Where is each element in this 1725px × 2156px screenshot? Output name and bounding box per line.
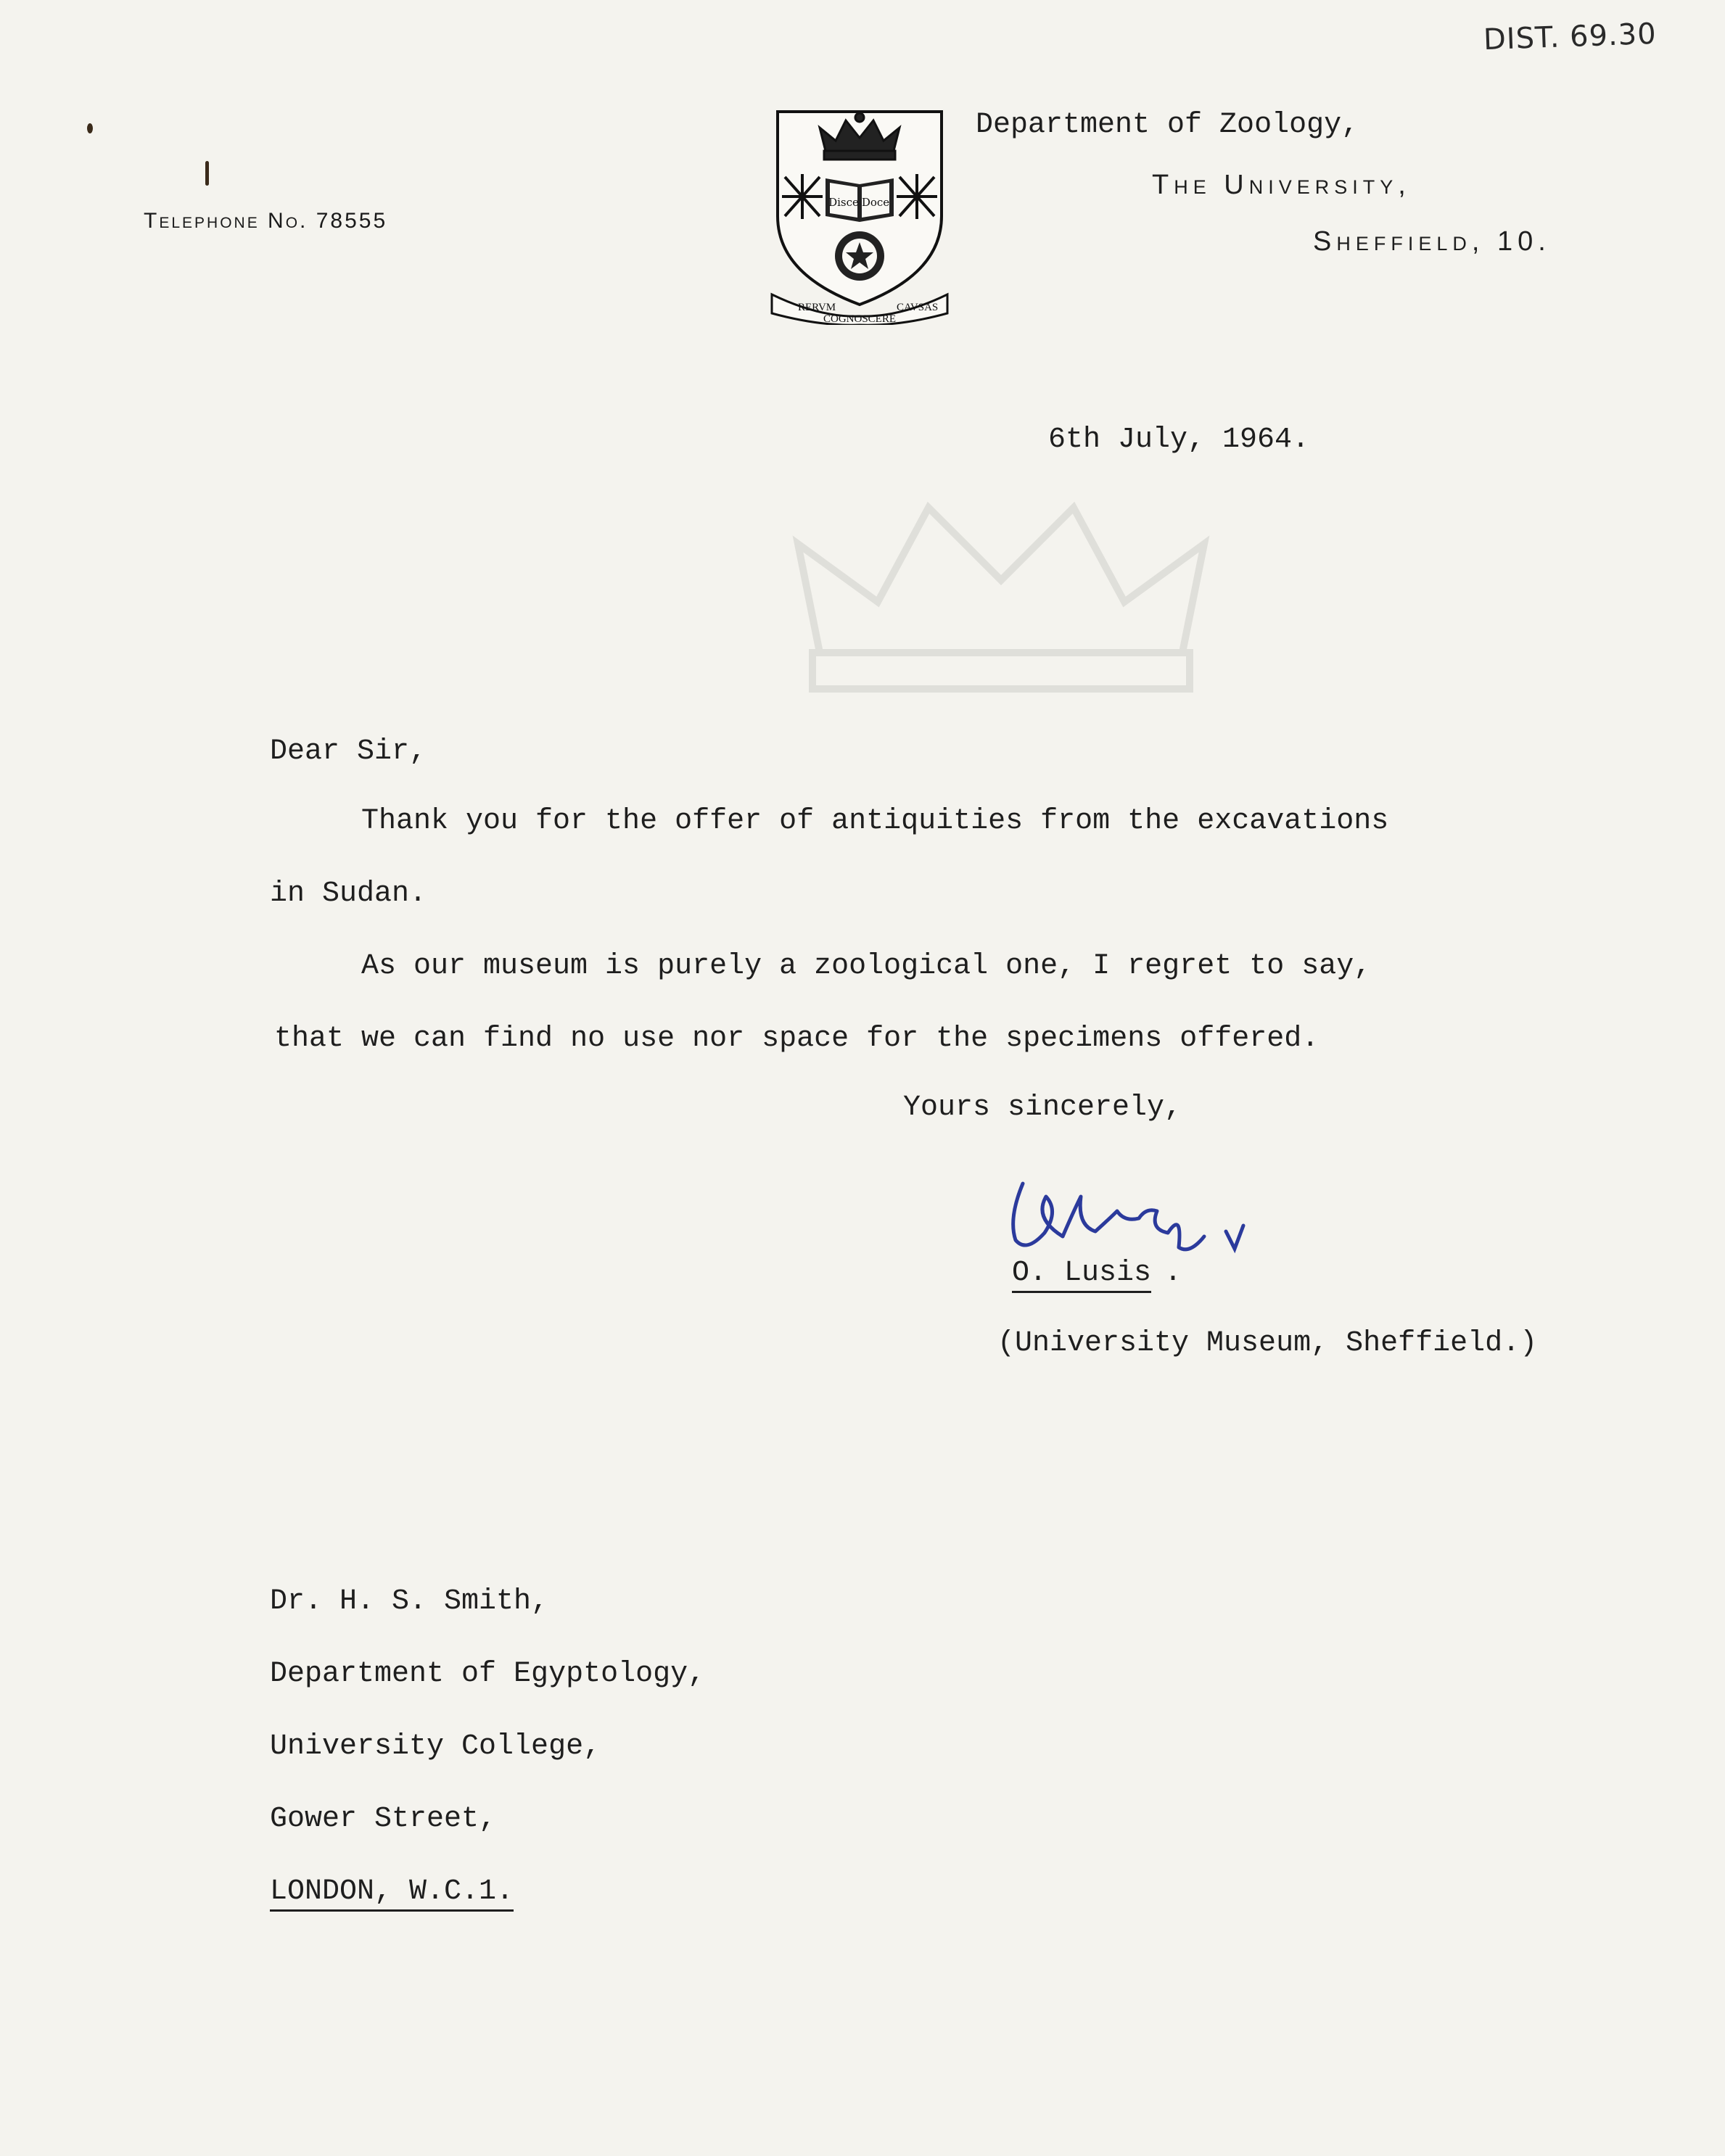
recipient-name: Dr. H. S. Smith, — [270, 1585, 549, 1618]
university-name: The University, — [1152, 170, 1411, 200]
salutation: Dear Sir, — [270, 735, 427, 768]
wheat-sheaf-icon — [897, 174, 937, 219]
signer-name: O. Lusis — [1012, 1257, 1151, 1293]
paper-blemish — [87, 123, 93, 133]
paragraph-2-line-1: As our museum is purely a zoological one, I regret to say, — [361, 950, 1372, 983]
recipient-city: LONDON, W.C.1. — [270, 1875, 514, 1912]
recipient-institution: University College, — [270, 1730, 601, 1763]
paragraph-1-line-2: in Sudan. — [270, 877, 427, 910]
open-book-icon — [826, 178, 894, 222]
city-line: Sheffield, 10. — [1313, 226, 1551, 257]
motto-word-3: CAVSAS — [897, 302, 939, 313]
crest-book-text-right: Doce — [861, 196, 890, 209]
paragraph-2-line-2: that we can find no use nor space for the specimens offered. — [274, 1023, 1320, 1055]
handwritten-signature — [994, 1168, 1269, 1262]
motto-word-2: COGNOSCERE — [823, 313, 897, 325]
signer-name-period: . — [1164, 1257, 1182, 1289]
recipient-department: Department of Egyptology, — [270, 1658, 706, 1690]
crest-book-text-left: Disce — [828, 196, 859, 209]
paper-blemish — [205, 161, 209, 186]
motto-word-1: RERVM — [798, 302, 836, 313]
recipient-street: Gower Street, — [270, 1803, 497, 1835]
signer-affiliation: (University Museum, Sheffield.) — [997, 1327, 1538, 1360]
department-name: Department of Zoology, — [976, 109, 1359, 141]
paragraph-1-line-1: Thank you for the offer of antiquities from the excavations — [361, 805, 1389, 838]
university-crest — [769, 107, 950, 325]
wheat-sheaf-icon — [782, 174, 823, 219]
archive-reference: DIST. 69.30 — [1483, 17, 1658, 57]
rose-icon — [835, 231, 884, 281]
telephone-number: Telephone No. 78555 — [144, 209, 388, 233]
letter-date: 6th July, 1964. — [1048, 424, 1310, 456]
closing: Yours sincerely, — [903, 1091, 1182, 1124]
